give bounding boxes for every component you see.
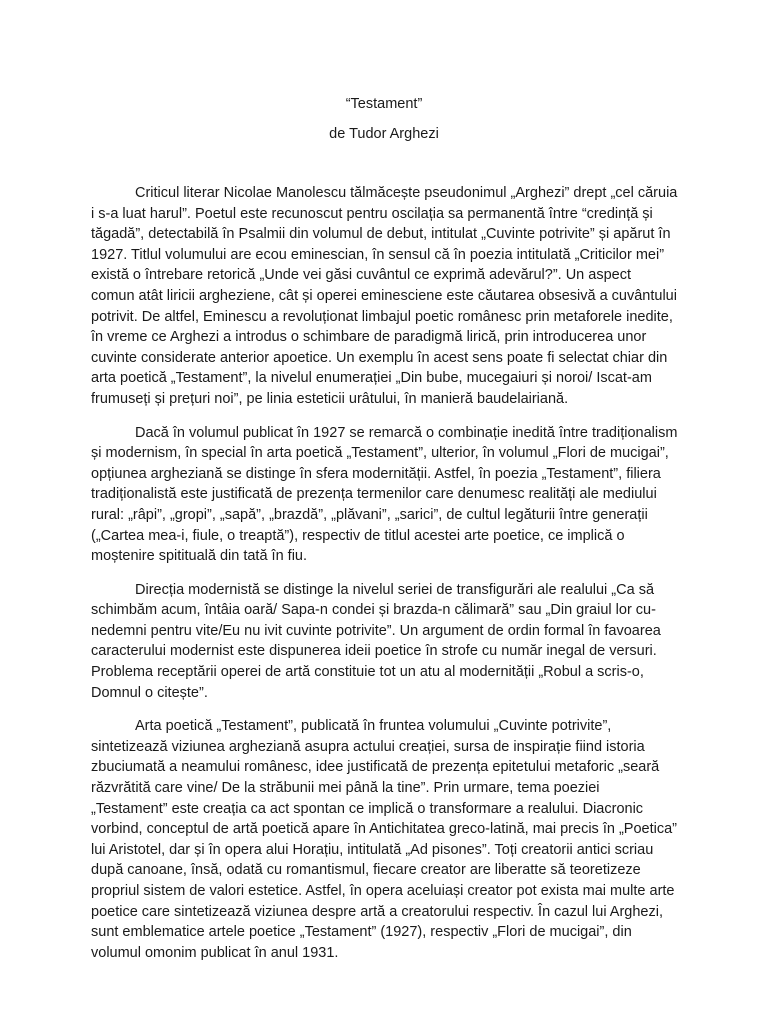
paragraph: Dacă în volumul publicat în 1927 se remarcă o combinație inedită între tradiționalism și modernism, în special în arta poetică „Testament”, ulterior, în volumul „Flori de mucigai”, opțiunea argheziană se distinge în sfera modernității. Astfel, în poezia „Testament”, filiera tradiționalistă este justificată de prezența termenilor care denumesc realități ale mediului rural: „râpi”, „gropi”, „sapă”, „brazdă”, „plăvani”, „sarici”, de cultul legăturii între generații („Cartea mea-i, fiule, o treaptă”), respectiv de titlul acestei arte poetice, ce implică o moștenire spitituală din tată în fiu.: [91, 424, 678, 565]
document-body: [91, 183, 678, 976]
paragraph: Arta poetică „Testament”, publicată în fruntea volumului „Cuvinte potrivite”, sintetizează viziunea argheziană asupra actului creației, sursa de inspirație fiind istoria zbuciumată a neamului românesc, idee justificată de prezența epitetului metaforic „seară răzvrătită care vine/ De la străbunii mei până la tine”. Prin urmare, tema poeziei „Testament” este creația ca act spontan ce implică o transformare a realului. Diacronic vorbind, conceptul de artă poetică apare în Antichitatea greco-latină, mai precis în „Poetica” lui Aristotel, dar și în opera alui Horațiu, intitulată „Ad pisones”. Toți creatorii antici scriau după canoane, însă, odată cu romantismul, fiecare creator are liberatte să teoretizeze propriul sistem de valori estetice. Astfel, în opera aceluiași creator pot exista mai multe arte poetice care sintetizează viziunea despre artă a creatorului respectiv. În cazul lui Arghezi, sunt emblematice artele poetice „Testament” (1927), respectiv „Flori de mucigai”, din volumul omonim publicat în anul 1931.: [91, 718, 677, 961]
paragraph: Direcția modernistă se distinge la nivelul seriei de transfigurări ale realului „Ca să schimbăm acum, întâia oară/ Sapa-n condei și brazda-n călimară” sau „Din graiul lor cu-nedemni pentru vite/Eu nu ivit cuvinte potrivite”. Un argument de ordin formal în favoarea caracterului modernist este dispunerea ideii poetice în strofe cu număr inegal de versuri. Problema receptării operei de artă constituie tot un atu al modernității „Robul a scris-o, Domnul o citește”.: [91, 581, 661, 701]
document-author: de Tudor Arghezi: [329, 126, 439, 142]
paragraph: Criticul literar Nicolae Manolescu tălmăcește pseudonimul „Arghezi” drept „cel căruia i s-a luat harul”. Poetul este recunoscut pentru oscilația sa permanentă între “credință și tăgadă”, detectabilă în Psalmii din volumul de debut, intitulat „Cuvinte potrivite” și apărut în 1927. Titlul volumului are ecou eminescian, în sensul că în poezia intitulată „Criticilor mei” există o întrebare retorică „Unde vei găsi cuvântul ce exprimă adevărul?”. Un aspect comun atât liricii argheziene, cât și operei eminesciene este căutarea obsesivă a cuvântului potrivit. De altfel, Eminescu a revoluționat limbajul poetic românesc prin metaforele inedite, în vreme ce Arghezi a introdus o schimbare de paradigmă lirică, prin introducerea unor cuvinte considerate anterior apoetice. Un exemplu în acest sens poate fi selectat chiar din arta poetică „Testament”, la nivelul enumerației „Din bube, mucegaiuri și noroi/ Iscat-am frumuseți și prețuri noi”, pe linia esteticii urâtului, în manieră baudelairiană.: [91, 185, 678, 407]
document-title: “Testament”: [345, 96, 423, 112]
